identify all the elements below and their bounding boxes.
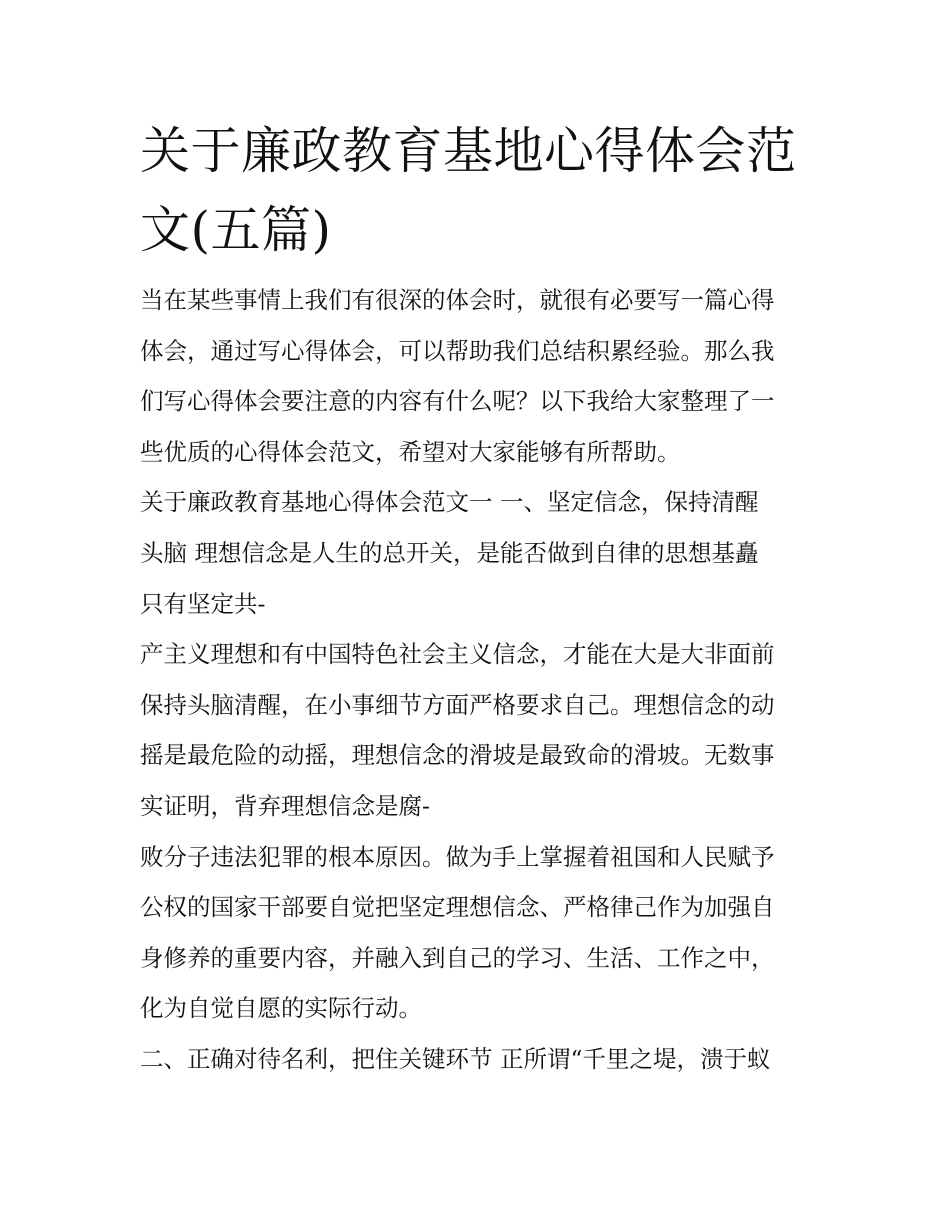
body-line-4: 些优质的心得体会范文，希望对大家能够有所帮助。 bbox=[140, 437, 681, 466]
body-line-8: 产主义理想和有中国特色社会主义信念，才能在大是大非面前 bbox=[140, 640, 775, 669]
title-line-1: 关于廉政教育基地心得体会范 bbox=[140, 122, 797, 180]
body-line-7: 只有坚定共- bbox=[140, 589, 266, 618]
body-line-3: 们写心得体会要注意的内容有什么呢？以下我给大家整理了一 bbox=[140, 387, 775, 416]
document-body bbox=[140, 281, 830, 1091]
body-line-12: 败分子违法犯罪的根本原因。做为手上掌握着祖国和人民赋予 bbox=[140, 842, 775, 871]
body-line-9: 保持头脑清醒，在小事细节方面严格要求自己。理想信念的动 bbox=[140, 690, 775, 719]
body-line-1: 当在某些事情上我们有很深的体会时，就很有必要写一篇心得 bbox=[140, 286, 775, 314]
body-line-15: 化为自觉自愿的实际行动。 bbox=[140, 994, 422, 1023]
body-line-11: 实证明，背弃理想信念是腐- bbox=[140, 791, 430, 820]
document-title bbox=[140, 112, 830, 270]
body-line-2: 体会，通过写心得体会，可以帮助我们总结积累经验。那么我 bbox=[140, 336, 775, 365]
body-line-14: 身修养的重要内容，并融入到自己的学习、生活、工作之中， bbox=[140, 943, 775, 972]
body-line-10: 摇是最危险的动摇，理想信念的滑坡是最致命的滑坡。无数事 bbox=[140, 741, 775, 770]
body-line-6: 头脑 理想信念是人生的总开关，是能否做到自律的思想基矗 bbox=[140, 538, 759, 567]
title-line-2: 文(五篇) bbox=[140, 201, 332, 259]
body-line-5: 关于廉政教育基地心得体会范文一 一、坚定信念，保持清醒 bbox=[140, 488, 759, 517]
body-line-16: 二、正确对待名利，把住关键环节 正所谓“千里之堤，溃于蚁 bbox=[140, 1044, 771, 1073]
body-line-13: 公权的国家干部要自觉把坚定理想信念、严格律己作为加强自 bbox=[140, 893, 775, 922]
